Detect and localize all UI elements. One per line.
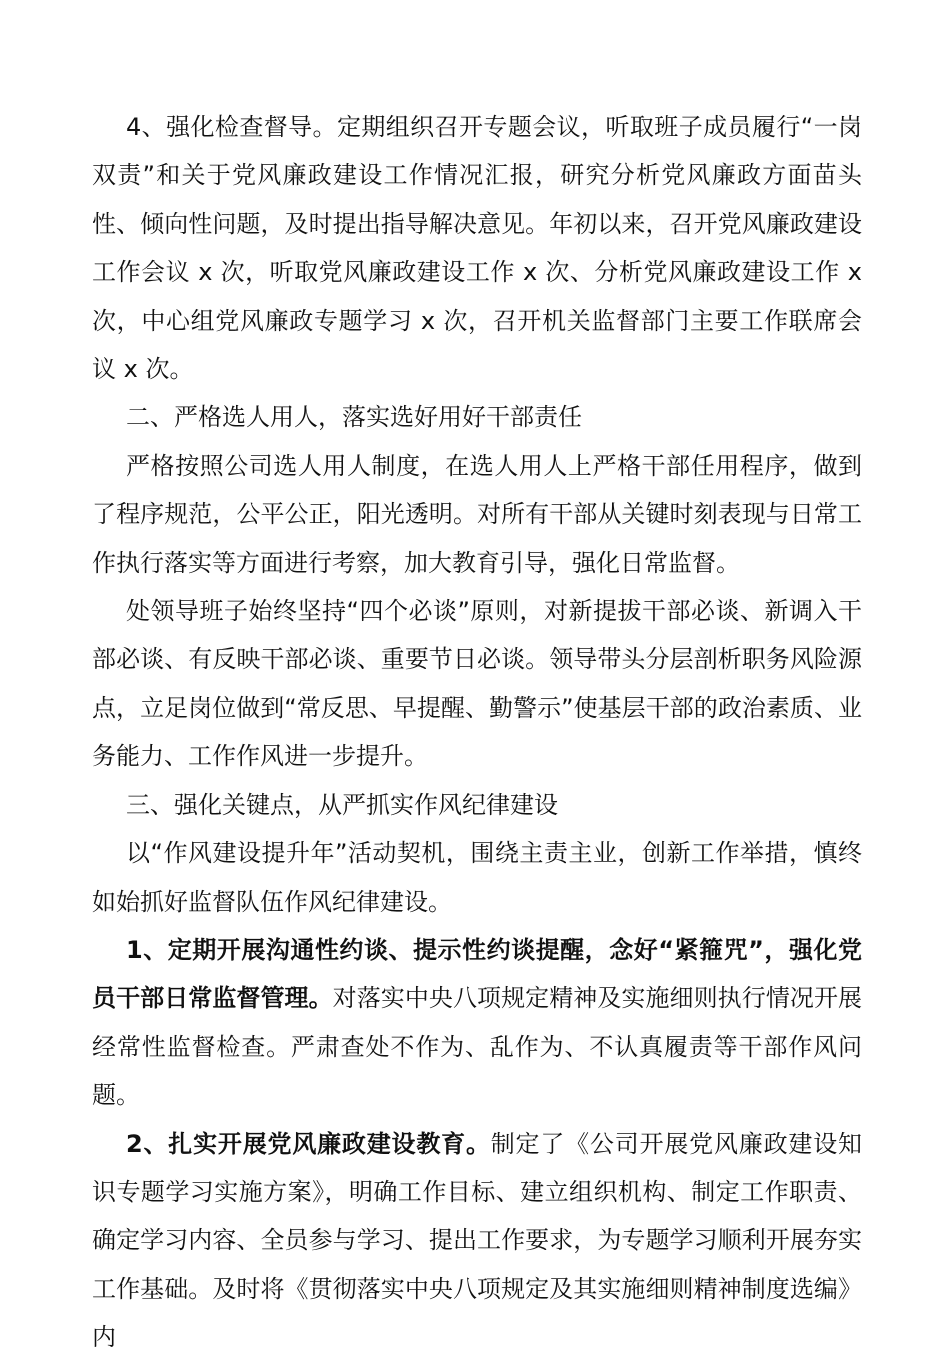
section-heading-cadre-selection: 二、严格选人用人，落实选好用好干部责任 (126, 403, 582, 432)
document-body (92, 103, 862, 1362)
paragraph-integrity-education-body: 制定了《公司开展党风廉政建设知识专题学习实施方案》，明确工作目标、建立组织机构、制定工作职责、确定学习内容、全员参与学习、提出工作要求，为专题学习顺利开展夯实工作基础。及时将《贯彻落实中央八项规定及其实施细则精神制度选编》内 (92, 1129, 862, 1352)
paragraph-regular-talks (92, 926, 862, 1120)
paragraph-four-must-talks: 处领导班子始终坚持“四个必谈”原则，对新提拔干部必谈、新调入干部必谈、有反映干部必谈、重要节日必谈。领导带头分层剖析职务风险源点，立足岗位做到“常反思、早提醒、勤警示”使基层干部的政治素质、业务能力、工作作风进一步提升。 (92, 597, 862, 771)
paragraph-regular-talks-body: 对落实中央八项规定精神及实施细则执行情况开展经常性监督检查。严肃查处不作为、乱作为、不认真履责等干部作风问题。 (92, 984, 863, 1110)
paragraph-selection-procedure: 严格按照公司选人用人制度，在选人用人上严格干部任用程序，做到了程序规范，公平公正，阳光透明。对所有干部从关键时刻表现与日常工作执行落实等方面进行考察，加大教育引导，强化日常监督。 (92, 451, 862, 577)
paragraph-regular-talks-lead: 1、定期开展沟通性约谈、提示性约谈提醒，念好“紧箍咒”，强化党员干部日常监督管理。 (92, 935, 862, 1013)
paragraph-integrity-education (92, 1120, 862, 1362)
paragraph-integrity-education-lead: 2、扎实开展党风廉政建设教育。 (126, 1129, 491, 1158)
paragraph-work-style-activity: 以“作风建设提升年”活动契机，围绕主责主业，创新工作举措，慎终如始抓好监督队伍作风纪律建设。 (92, 839, 862, 916)
paragraph-inspection-supervision: 4、强化检查督导。定期组织召开专题会议，听取班子成员履行“一岗双责”和关于党风廉政建设工作情况汇报，研究分析党风廉政方面苗头性、倾向性问题，及时提出指导解决意见。年初以来，召开党风廉政建设工作会议 x 次，听取党风廉政建设工作 x 次、分析党风廉政建设工作 x 次，中心组党风廉政专题学习 x 次，召开机关监督部门主要工作联席会议 x 次。 (92, 113, 862, 384)
section-heading-work-style: 三、强化关键点，从严抓实作风纪律建设 (126, 790, 558, 819)
